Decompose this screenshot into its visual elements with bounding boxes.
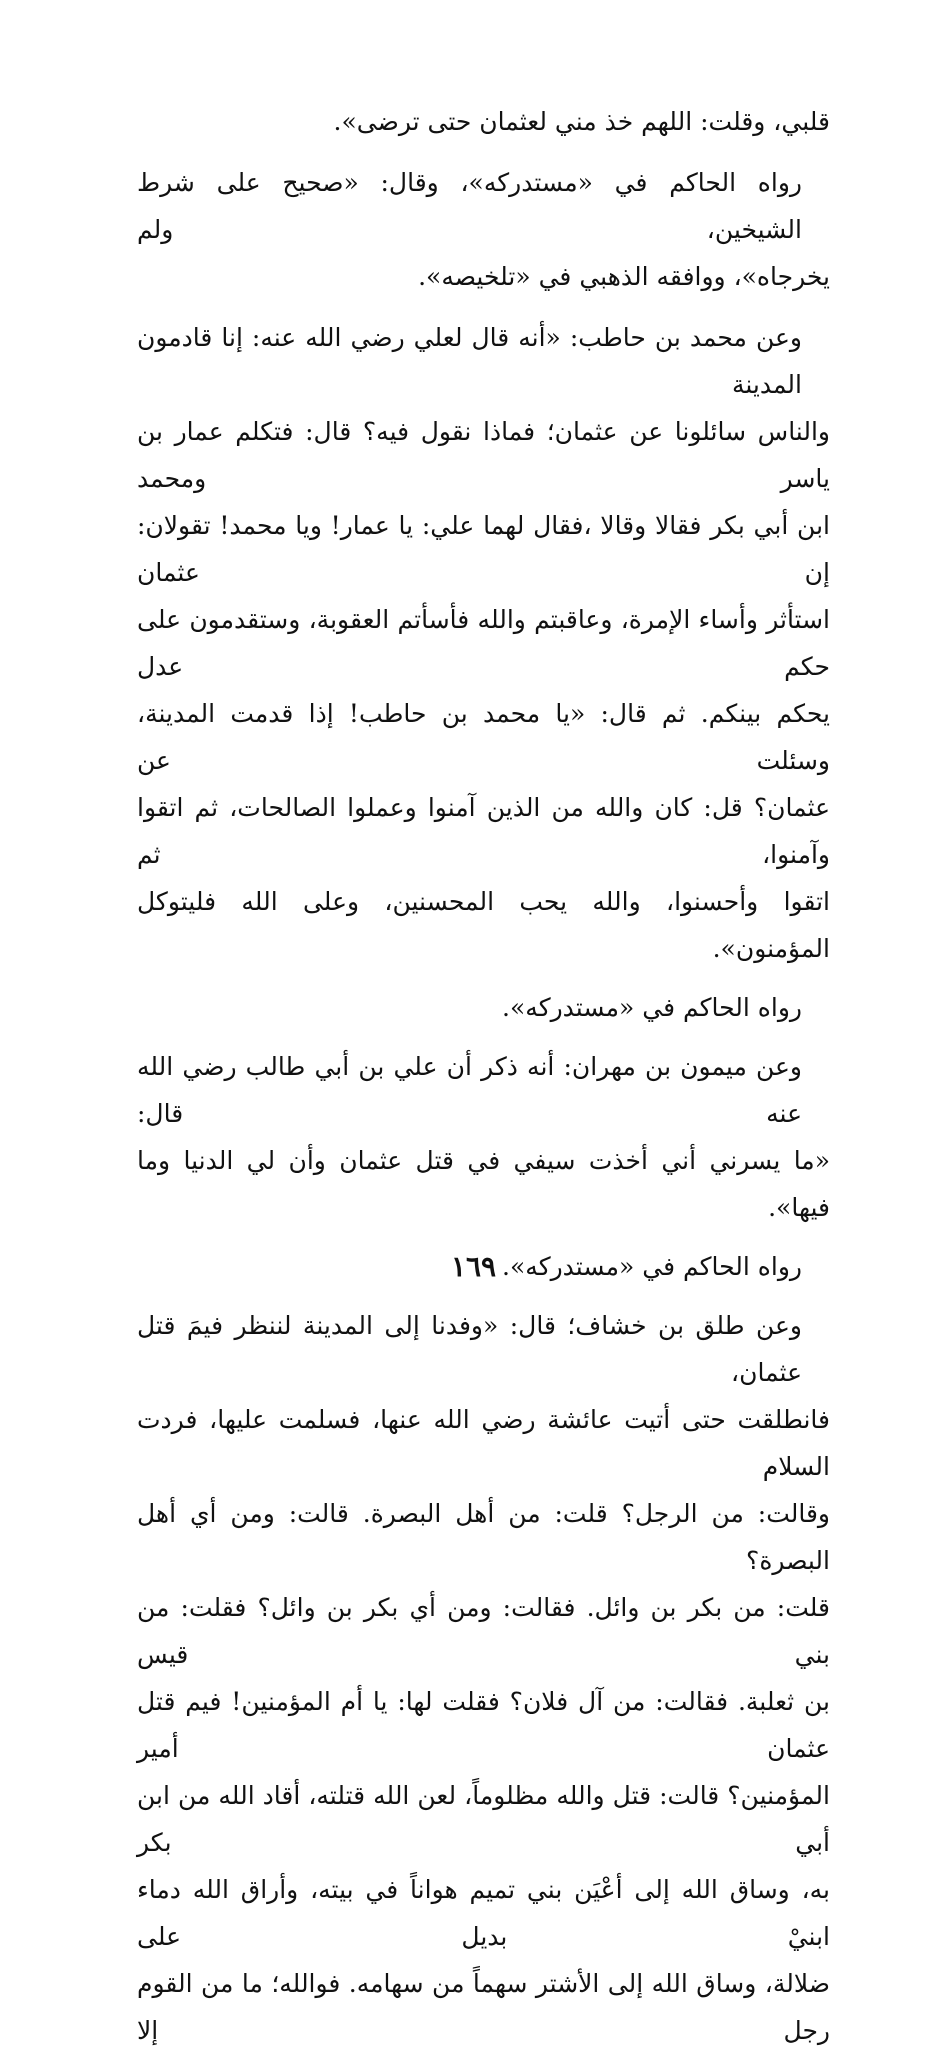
paragraph-maymun-bin-mihran: [137, 1043, 830, 1231]
text-line: وعن ميمون بن مهران: أنه ذكر أن علي بن أبي طالب رضي الله عنه قال:: [137, 1052, 802, 1128]
text-line: اتقوا وأحسنوا، والله يحب المحسنين، وعلى الله فليتوكل المؤمنون».: [137, 887, 830, 963]
text-line: المؤمنين؟ قالت: قتل والله مظلوماً، لعن الله قتلته، أقاد الله من ابن أبي بكر: [137, 1781, 830, 1857]
paragraph-hakim-citation-1: [137, 984, 830, 1031]
paragraph-muhammad-bin-hatib: [137, 314, 830, 972]
text-line: ابن أبي بكر فقالا وقالا ،فقال لهما علي: يا عمار! ويا محمد! تقولان: إن عثمان: [137, 511, 830, 587]
text-line: رواه الحاكم في «مستدركه»، وقال: «صحيح على شرط الشيخين، ولم: [137, 168, 802, 244]
text-line: رواه الحاكم في «مستدركه».: [502, 993, 802, 1022]
text-line: «ما يسرني أني أخذت سيفي في قتل عثمان وأن لي الدنيا وما فيها».: [137, 1146, 830, 1222]
text-line: استأثر وأساء الإمرة، وعاقبتم والله فأسأتم العقوبة، وستقدمون على حكم عدل: [137, 605, 830, 681]
text-line: به، وساق الله إلى أعْيَن بني تميم هواناً في بيته، وأراق الله دماء ابنيْ بديل على: [137, 1875, 830, 1951]
text-line: فانطلقت حتى أتيت عائشة رضي الله عنها، فسلمت عليها، فردت السلام: [137, 1405, 830, 1481]
text-line: قلبي، وقلت: اللهم خذ مني لعثمان حتى ترضى».: [333, 107, 830, 136]
text-line: ضلالة، وساق الله إلى الأشتر سهماً من سهامه. فوالله؛ ما من القوم رجل إلا: [137, 1969, 830, 2045]
paragraph-talq-bin-khashshaf: [137, 1302, 830, 2054]
text-line: يحكم بينكم. ثم قال: «يا محمد بن حاطب! إذا قدمت المدينة، وسئلت عن: [137, 699, 830, 775]
text-line: عثمان؟ قل: كان والله من الذين آمنوا وعملوا الصالحات، ثم اتقوا وآمنوا، ثم: [137, 793, 830, 869]
text-line: رواه الحاكم في «مستدركه».: [502, 1252, 802, 1281]
page-body: [137, 98, 830, 2054]
page-number: ١٦٩: [450, 1250, 497, 1283]
text-line: والناس سائلونا عن عثمان؛ فماذا نقول فيه؟ قال: فتكلم عمار بن ياسر ومحمد: [137, 417, 830, 493]
text-line: وعن طلق بن خشاف؛ قال: «وفدنا إلى المدينة لننظر فيمَ قتل عثمان،: [137, 1311, 802, 1387]
text-line: وعن محمد بن حاطب: «أنه قال لعلي رضي الله عنه: إنا قادمون المدينة: [137, 323, 802, 399]
text-line: قلت: من بكر بن وائل. فقالت: ومن أي بكر بن وائل؟ فقلت: من بني قيس: [137, 1593, 830, 1669]
text-line: بن ثعلبة. فقالت: من آل فلان؟ فقلت لها: يا أم المؤمنين! فيم قتل عثمان أمير: [137, 1687, 830, 1763]
paragraph-continuation: [137, 98, 830, 145]
paragraph-hakim-tahkis: [137, 159, 830, 300]
text-line: يخرجاه»، ووافقه الذهبي في «تلخيصه».: [418, 262, 830, 291]
text-line: وقالت: من الرجل؟ قلت: من أهل البصرة. قالت: ومن أي أهل البصرة؟: [137, 1499, 830, 1575]
